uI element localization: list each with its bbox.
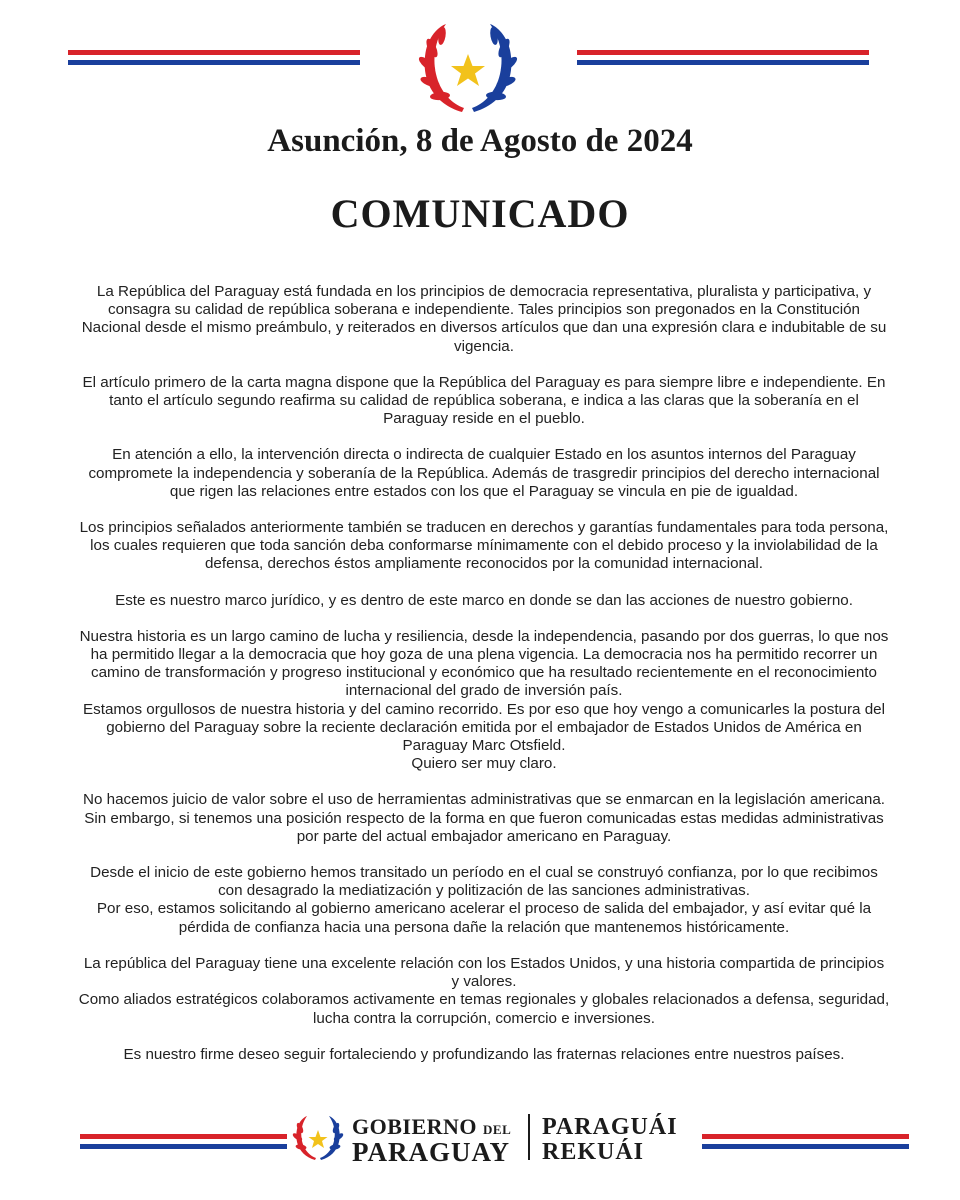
footer-logo	[290, 1108, 680, 1168]
national-emblem-icon	[412, 20, 524, 116]
page-title: COMUNICADO	[330, 191, 630, 236]
star-icon	[309, 1130, 328, 1148]
date-line: Asunción, 8 de Agosto de 2024	[267, 123, 693, 159]
slogan-line2: REKUÁI	[542, 1139, 645, 1165]
paragraph: No hacemos juicio de valor sobre el uso de herramientas administrativas que se enmarcan en la legislación americana. Sin embargo, si tenemos una posición respecto de la forma en que fueron comunicadas estas medidas administrativas por parte del actual embajador americano en Paraguay.	[83, 791, 885, 845]
government-name-line2: PARAGUAY	[352, 1137, 511, 1167]
footer-divider	[528, 1114, 530, 1160]
flag-stripe-bottom-right	[702, 1134, 909, 1149]
government-label-small: DEL	[483, 1122, 512, 1137]
flag-stripe-bottom-left	[80, 1134, 287, 1149]
paragraph: El artículo primero de la carta magna dispone que la República del Paraguay es para siempre libre e independiente. En tanto el artículo segundo reafirma su calidad de república soberana, e indica a las claras que la soberanía en el Paraguay reside en el pueblo.	[82, 373, 886, 428]
paragraph: Es nuestro firme deseo seguir fortaleciendo y profundizando las fraternas relaciones entre nuestros países.	[123, 1045, 845, 1063]
paragraph: Quiero ser muy claro.	[411, 755, 557, 773]
national-emblem-icon	[290, 1112, 346, 1164]
paragraph: En atención a ello, la intervención directa o indirecta de cualquier Estado en los asuntos internos del Paraguay compromete la independencia y soberanía de la República. Además de trasgredir principios del derecho internacional que rigen las relaciones entre estados con los que el Paraguay se vincula en pie de igualdad.	[88, 446, 880, 500]
flag-stripe-top-left	[68, 50, 360, 65]
star-icon	[451, 54, 485, 86]
paragraph: Este es nuestro marco jurídico, y es dentro de este marco en donde se dan las acciones de nuestro gobierno.	[115, 591, 853, 609]
flag-stripe-top-right	[577, 50, 869, 65]
slogan-line1: PARAGUÁI	[542, 1114, 678, 1140]
paragraph: Estamos orgullosos de nuestra historia y del camino recorrido. Es por eso que hoy vengo a comunicarles la postura del gobierno del Paraguay sobre la reciente declaración emitida por el embajador de Estados Unidos de América en Paraguay Marc Otsfield.	[83, 700, 885, 755]
paragraph: Desde el inicio de este gobierno hemos transitado un período en el cual se construyó confianza, por lo que recibimos con desagrado la mediatización y politización de las sanciones administrativas.	[90, 864, 878, 900]
paragraph: Los principios señalados anteriormente también se traducen en derechos y garantías fundamentales para toda persona, los cuales requieren que toda sanción deba conformarse mínimamente con el debido proceso y la inviolabilidad de la defensa, derechos éstos ampliamente reconocidos por la comunidad internacional.	[79, 519, 889, 573]
paragraph: La república del Paraguay tiene una excelente relación con los Estados Unidos, y una historia compartida de principios y valores.	[83, 954, 885, 991]
paragraph: Nuestra historia es un largo camino de lucha y resiliencia, desde la independencia, pasando por dos guerras, lo que nos ha permitido llegar a la democracia que hoy goza de una plena vigencia. La democracia nos ha permitido recorrer un camino de transformación y progreso institucional y económico que ha resultado recientemente en el reconocimiento internacional del grado de inversión país.	[79, 627, 889, 700]
paragraph: La República del Paraguay está fundada en los principios de democracia representativa, pluralista y participativa, y consagra su calidad de república soberana e independiente. Tales principios son pregonados en la Constitución Nacional desde el mismo preámbulo, y reiterados en diversos artículos que dan una expresión clara e indubitable de su vigencia.	[81, 283, 887, 355]
communique-body	[78, 283, 890, 1082]
government-label: GOBIERNO	[352, 1114, 478, 1139]
paragraph: Por eso, estamos solicitando al gobierno americano acelerar el proceso de salida del embajador, y así evitar qué la pérdida de confianza hacia una persona dañe la relación que mantenemos históricamente.	[96, 900, 872, 936]
paragraph: Como aliados estratégicos colaboramos activamente en temas regionales y globales relacionados a defensa, seguridad, lucha contra la corrupción, comercio e inversiones.	[78, 991, 890, 1027]
